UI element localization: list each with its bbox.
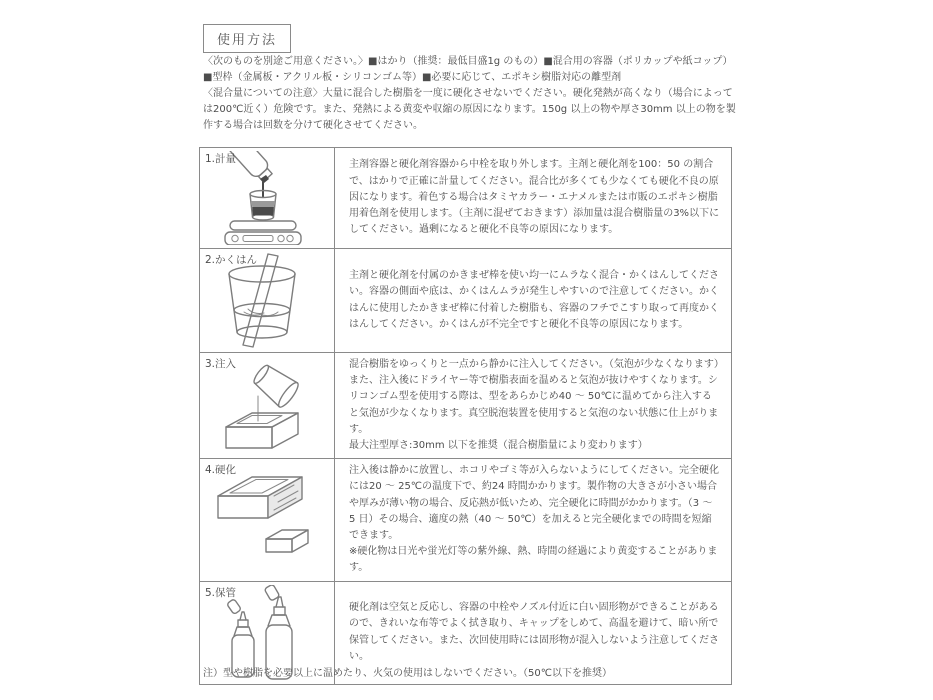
intro-line-molds: ■型枠（金属板・アクリル板・シリコンゴム等）■必要に応じて、エポキシ樹脂対応の離型剤 [203,72,622,83]
illustration-cell [200,148,335,249]
table-row-curing [200,459,732,581]
footnote: 注）型や樹脂を必要以上に温めたり、火気の使用はしないでください。（50℃以下を推奨） [203,668,612,679]
illustration-cell [200,353,335,459]
steps-table [199,147,732,685]
page-title [203,24,291,53]
intro-line-caution: 〈混合量についての注意〉大量に混合した樹脂を一度に硬化させないでください。硬化発熱が高くなり（場合によっては200℃近く）危険です。また、発熱による黄変や収縮の原因になります。150g 以上の物や厚さ30mm 以上の物を製作する場合は回数を分けて硬化させてください。 [203,88,736,131]
intro-line-materials: 〈次のものを別途ご用意ください。〉■はかり（推奨：最低目盛1g のもの）■混合用の容器（ポリカップや紙コップ） [203,56,733,67]
step-text: 混合樹脂をゆっくりと一点から静かに注入してください。（気泡が少なくなります）また、注入後にドライヤー等で樹脂表面を温めると気泡が抜けやすくなります。シリコンゴム型を使用する際は、型をあらかじめ40 ～ 50℃に温めてから注入すると気泡が少なくなります。真空脱泡装置を使用すると気泡のない状態に仕上がります。 [349,359,719,435]
table-row-pouring [200,353,732,459]
step-label: 5.保管 [205,586,237,599]
step-label: 3.注入 [205,358,237,370]
illustration-cell [200,459,335,581]
intro-text [203,54,737,134]
step-note: 最大注型厚さ:30mm 以下を推奨（混合樹脂量により変わります） [349,440,648,452]
step-text-cell [335,148,732,249]
step-note: ※硬化物は日光や蛍光灯等の紫外線、熱、時間の経過により黄変することがあります。 [349,546,718,574]
step-text: 主剤容器と硬化剤容器から中栓を取り外します。主剤と硬化剤を100：50 の割合で、はかりで正確に計量してください。混合比が多くても少なくても硬化不良の原因になります。着色する場合はタミヤカラー・エナメルまたは市販のエポキシ樹脂用着色剤を使用します。（主剤に混ぜておきます）添加量は混合樹脂量の3%以下にしてください。過剰になると硬化不良等の原因になります。 [349,159,720,236]
illustration-cell [200,249,335,353]
step-label: 1.計量 [205,153,237,165]
step-text: 注入後は静かに放置し、ホコリやゴミ等が入らないようにしてください。完全硬化には20 ～ 25℃の温度下で、約24 時間かかります。製作物の大きさが小さい場合や厚みが薄い物の場合、反応熱が低いため、完全硬化に時間がかかります。（3 ～ 5 日）その場合、適度の熱（40 ～ 50℃）を加えると完全硬化までの時間を短縮できます。 [349,465,719,542]
step-text: 硬化剤は空気と反応し、容器の中栓やノズル付近に白い固形物ができることがあるので、きれいな布等でよく拭き取り、キャップをしめて、高温を避けて、暗い所で保管してください。また、次回使用時には固形物が混入しないよう注意してください。 [349,602,719,662]
table-row-stirring [200,249,732,353]
step-text-cell [335,459,732,581]
step-label: 4.硬化 [205,464,237,477]
step-text: 主剤と硬化剤を付属のかきまぜ棒を使い均一にムラなく混合・かくはんしてください。容器の側面や底は、かくはんムラが発生しやすいので注意してください。かくはんに使用したかきまぜ棒に付着した樹脂も、容器のフチでこすり取って再度かくはんしてください。かくはんが不完全ですと硬化不良等の原因になります。 [349,270,719,330]
step-text-cell [335,353,732,459]
table-row-measuring [200,148,732,249]
step-text-cell [335,249,732,353]
page-title-label: 使用方法 [217,33,278,48]
illustration-cell [200,581,335,684]
step-label: 2.かくはん [205,254,258,266]
